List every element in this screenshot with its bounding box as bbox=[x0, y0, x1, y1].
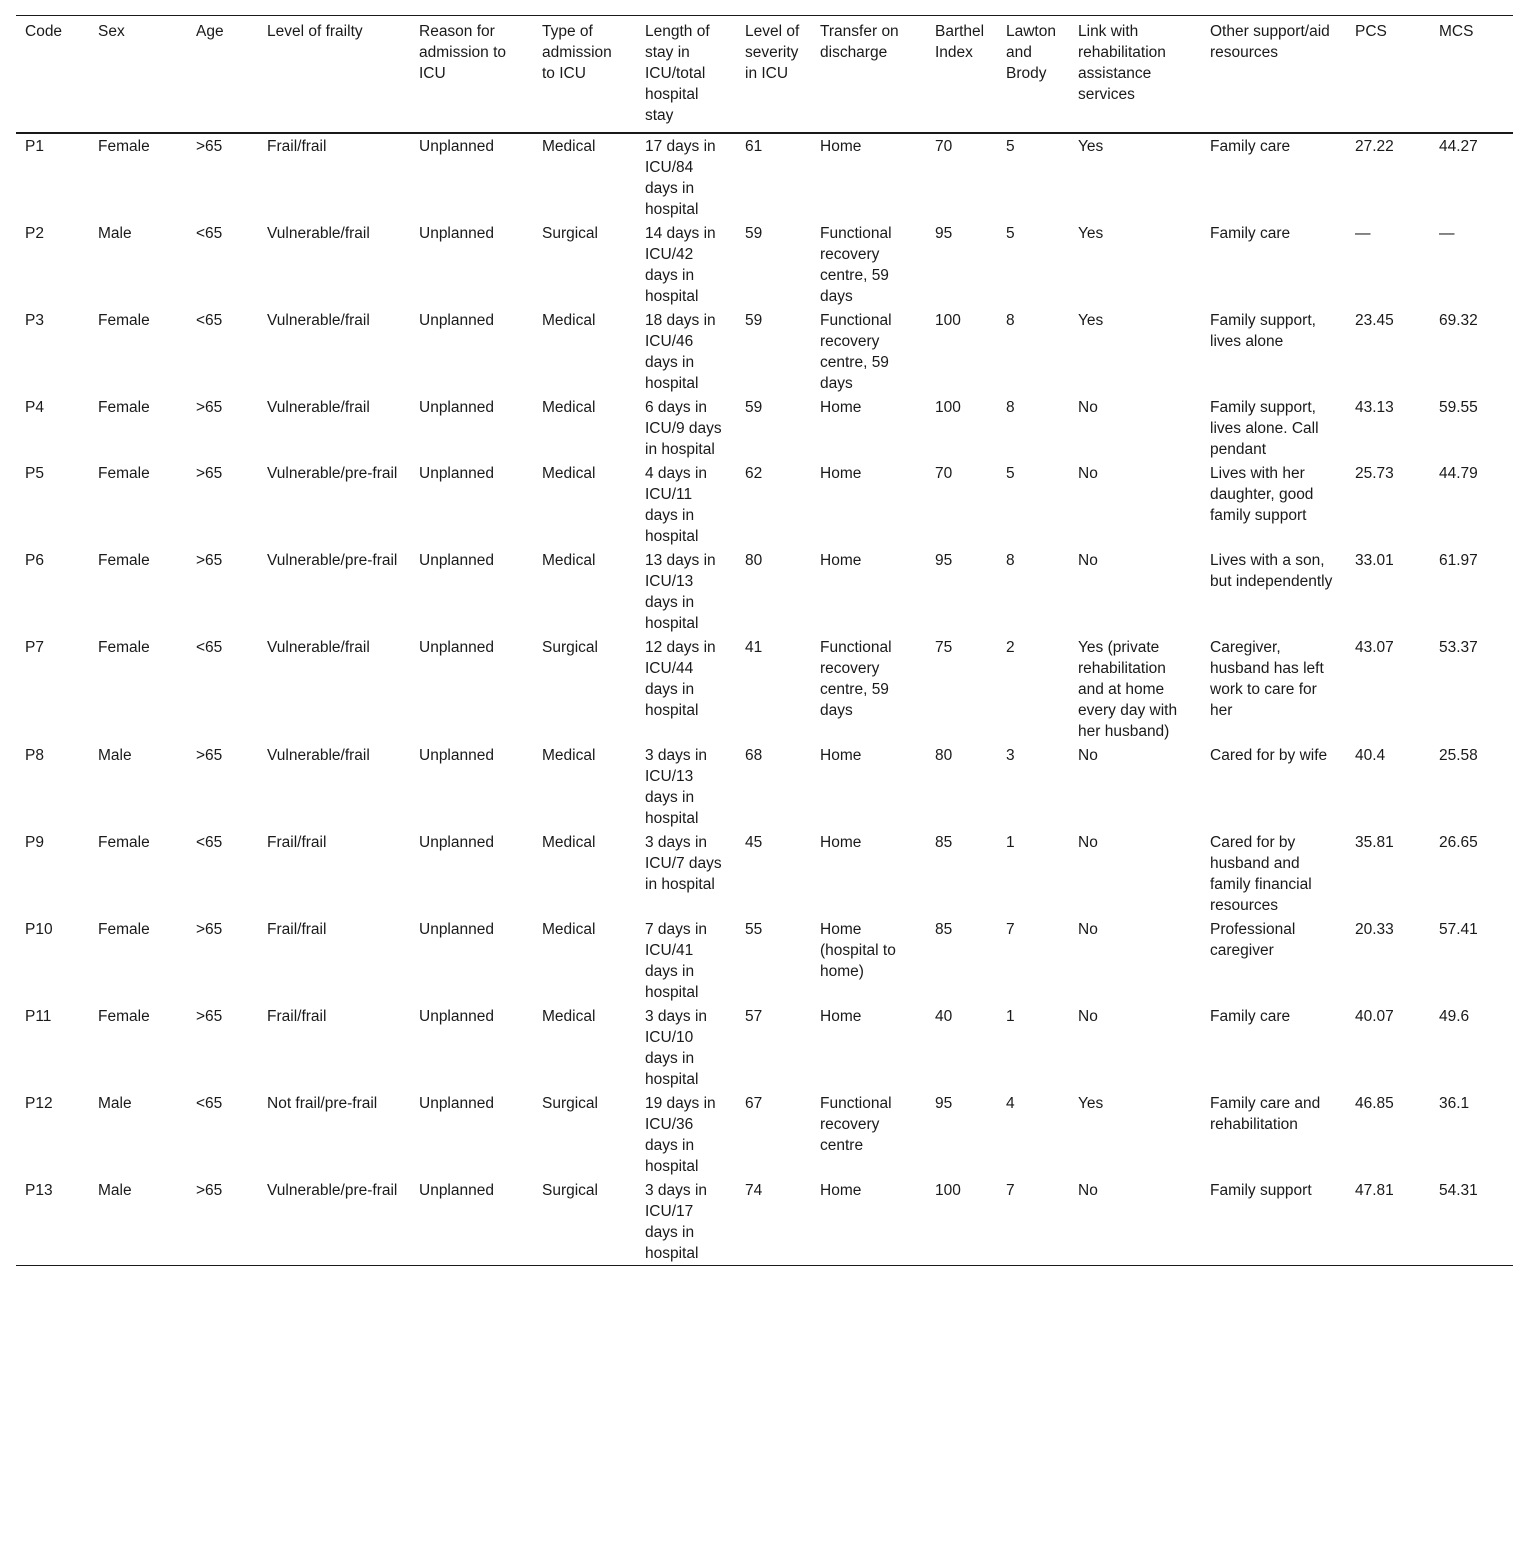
cell-pcs: 23.45 bbox=[1355, 312, 1394, 329]
cell-other-support: Family care bbox=[1210, 138, 1291, 155]
cell-pcs: 47.81 bbox=[1355, 1182, 1394, 1199]
cell-mcs: — bbox=[1439, 225, 1455, 242]
cell-length-of-stay: 3 days in ICU/17 days in hospital bbox=[645, 1182, 708, 1262]
cell-rehab-link: No bbox=[1078, 747, 1098, 764]
cell-lawton-brody: 7 bbox=[1006, 1182, 1015, 1199]
cell-severity: 57 bbox=[745, 1008, 763, 1025]
cell-mcs: 53.37 bbox=[1439, 639, 1478, 656]
cell-barthel: 75 bbox=[935, 639, 953, 656]
cell-length-of-stay: 7 days in ICU/41 days in hospital bbox=[645, 921, 708, 1001]
cell-mcs: 59.55 bbox=[1439, 399, 1478, 416]
cell-reason: Unplanned bbox=[419, 399, 494, 416]
table-row bbox=[16, 743, 1513, 830]
cell-reason: Unplanned bbox=[419, 138, 494, 155]
cell-code: P5 bbox=[25, 465, 44, 482]
cell-length-of-stay: 4 days in ICU/11 days in hospital bbox=[645, 465, 708, 545]
cell-type: Surgical bbox=[542, 639, 598, 656]
cell-mcs: 25.58 bbox=[1439, 747, 1478, 764]
cell-lawton-brody: 1 bbox=[1006, 834, 1015, 851]
cell-sex: Female bbox=[98, 921, 150, 938]
cell-frailty: Vulnerable/frail bbox=[267, 747, 370, 764]
cell-length-of-stay: 3 days in ICU/13 days in hospital bbox=[645, 747, 708, 827]
cell-reason: Unplanned bbox=[419, 1182, 494, 1199]
cell-age: >65 bbox=[196, 399, 223, 416]
cell-other-support: Professional caregiver bbox=[1210, 921, 1296, 959]
cell-length-of-stay: 18 days in ICU/46 days in hospital bbox=[645, 312, 716, 392]
cell-other-support: Cared for by husband and family financial resources bbox=[1210, 834, 1312, 914]
cell-reason: Unplanned bbox=[419, 1008, 494, 1025]
header-level-of-frailty: Level of frailty bbox=[267, 23, 363, 40]
table-row bbox=[16, 308, 1513, 395]
table-wrapper bbox=[16, 15, 1513, 1266]
cell-other-support: Cared for by wife bbox=[1210, 747, 1328, 764]
cell-sex: Female bbox=[98, 138, 150, 155]
cell-mcs: 49.6 bbox=[1439, 1008, 1470, 1025]
cell-age: >65 bbox=[196, 747, 223, 764]
cell-age: <65 bbox=[196, 639, 223, 656]
cell-length-of-stay: 13 days in ICU/13 days in hospital bbox=[645, 552, 716, 632]
table-row bbox=[16, 133, 1513, 221]
header-lawton-and-brody: Lawton and Brody bbox=[1006, 23, 1056, 82]
cell-lawton-brody: 5 bbox=[1006, 225, 1015, 242]
cell-other-support: Family care bbox=[1210, 1008, 1291, 1025]
cell-mcs: 61.97 bbox=[1439, 552, 1478, 569]
table-row bbox=[16, 221, 1513, 308]
cell-mcs: 44.79 bbox=[1439, 465, 1478, 482]
cell-frailty: Frail/frail bbox=[267, 834, 327, 851]
cell-length-of-stay: 19 days in ICU/36 days in hospital bbox=[645, 1095, 716, 1175]
cell-severity: 74 bbox=[745, 1182, 763, 1199]
cell-other-support: Family care and rehabilitation bbox=[1210, 1095, 1321, 1133]
cell-transfer: Home bbox=[820, 552, 862, 569]
cell-pcs: 43.13 bbox=[1355, 399, 1394, 416]
cell-rehab-link: Yes bbox=[1078, 225, 1104, 242]
cell-age: >65 bbox=[196, 1008, 223, 1025]
cell-age: <65 bbox=[196, 225, 223, 242]
cell-severity: 62 bbox=[745, 465, 763, 482]
cell-lawton-brody: 5 bbox=[1006, 138, 1015, 155]
cell-rehab-link: Yes bbox=[1078, 1095, 1104, 1112]
cell-other-support: Lives with a son, but independently bbox=[1210, 552, 1333, 590]
cell-transfer: Home bbox=[820, 747, 862, 764]
cell-transfer: Functional recovery centre bbox=[820, 1095, 892, 1154]
cell-reason: Unplanned bbox=[419, 921, 494, 938]
cell-transfer: Home bbox=[820, 1182, 862, 1199]
cell-other-support: Lives with her daughter, good family support bbox=[1210, 465, 1314, 524]
cell-severity: 59 bbox=[745, 312, 763, 329]
header-reason-for-admission: Reason for admission to ICU bbox=[419, 23, 507, 82]
header-pcs: PCS bbox=[1355, 23, 1387, 40]
table-row bbox=[16, 1178, 1513, 1266]
cell-age: >65 bbox=[196, 552, 223, 569]
cell-type: Medical bbox=[542, 552, 596, 569]
cell-lawton-brody: 8 bbox=[1006, 399, 1015, 416]
cell-pcs: 43.07 bbox=[1355, 639, 1394, 656]
cell-code: P7 bbox=[25, 639, 44, 656]
cell-lawton-brody: 8 bbox=[1006, 312, 1015, 329]
cell-code: P13 bbox=[25, 1182, 53, 1199]
cell-sex: Female bbox=[98, 834, 150, 851]
table-row bbox=[16, 548, 1513, 635]
cell-mcs: 57.41 bbox=[1439, 921, 1478, 938]
cell-severity: 61 bbox=[745, 138, 763, 155]
cell-severity: 59 bbox=[745, 399, 763, 416]
cell-code: P6 bbox=[25, 552, 44, 569]
cell-rehab-link: No bbox=[1078, 465, 1098, 482]
header-link-with-rehabilitation: Link with rehabilitation assistance services bbox=[1078, 23, 1166, 103]
cell-type: Medical bbox=[542, 921, 596, 938]
cell-barthel: 70 bbox=[935, 138, 953, 155]
cell-frailty: Vulnerable/pre-frail bbox=[267, 465, 398, 482]
cell-type: Surgical bbox=[542, 225, 598, 242]
cell-pcs: 40.4 bbox=[1355, 747, 1386, 764]
cell-reason: Unplanned bbox=[419, 1095, 494, 1112]
cell-code: P8 bbox=[25, 747, 44, 764]
header-level-of-severity: Level of severity in ICU bbox=[745, 23, 800, 82]
cell-frailty: Frail/frail bbox=[267, 921, 327, 938]
cell-other-support: Family support, lives alone. Call pendant bbox=[1210, 399, 1319, 458]
header-sex: Sex bbox=[98, 23, 125, 40]
cell-frailty: Not frail/pre-frail bbox=[267, 1095, 378, 1112]
cell-frailty: Vulnerable/frail bbox=[267, 225, 370, 242]
cell-length-of-stay: 3 days in ICU/7 days in hospital bbox=[645, 834, 722, 893]
cell-pcs: 40.07 bbox=[1355, 1008, 1394, 1025]
header-mcs: MCS bbox=[1439, 23, 1474, 40]
cell-reason: Unplanned bbox=[419, 552, 494, 569]
cell-pcs: 46.85 bbox=[1355, 1095, 1394, 1112]
cell-barthel: 100 bbox=[935, 312, 961, 329]
cell-type: Medical bbox=[542, 465, 596, 482]
header-transfer-on-discharge: Transfer on discharge bbox=[820, 23, 899, 61]
cell-mcs: 44.27 bbox=[1439, 138, 1478, 155]
cell-length-of-stay: 6 days in ICU/9 days in hospital bbox=[645, 399, 722, 458]
cell-pcs: 20.33 bbox=[1355, 921, 1394, 938]
cell-age: >65 bbox=[196, 921, 223, 938]
cell-type: Surgical bbox=[542, 1182, 598, 1199]
cell-age: >65 bbox=[196, 138, 223, 155]
table-row bbox=[16, 917, 1513, 1004]
cell-transfer: Home bbox=[820, 465, 862, 482]
cell-reason: Unplanned bbox=[419, 747, 494, 764]
cell-lawton-brody: 2 bbox=[1006, 639, 1015, 656]
cell-sex: Female bbox=[98, 465, 150, 482]
cell-transfer: Home (hospital to home) bbox=[820, 921, 896, 980]
cell-frailty: Vulnerable/pre-frail bbox=[267, 1182, 398, 1199]
cell-age: >65 bbox=[196, 465, 223, 482]
cell-rehab-link: No bbox=[1078, 1182, 1098, 1199]
cell-frailty: Frail/frail bbox=[267, 1008, 327, 1025]
cell-barthel: 40 bbox=[935, 1008, 953, 1025]
cell-lawton-brody: 8 bbox=[1006, 552, 1015, 569]
cell-code: P11 bbox=[25, 1008, 52, 1025]
cell-barthel: 80 bbox=[935, 747, 953, 764]
cell-transfer: Home bbox=[820, 138, 862, 155]
cell-sex: Male bbox=[98, 1182, 132, 1199]
cell-mcs: 69.32 bbox=[1439, 312, 1478, 329]
cell-barthel: 95 bbox=[935, 1095, 953, 1112]
cell-age: <65 bbox=[196, 834, 223, 851]
header-length-of-stay: Length of stay in ICU/total hospital stay bbox=[645, 23, 710, 124]
cell-frailty: Vulnerable/frail bbox=[267, 639, 370, 656]
cell-rehab-link: No bbox=[1078, 834, 1098, 851]
cell-code: P2 bbox=[25, 225, 44, 242]
cell-other-support: Family care bbox=[1210, 225, 1291, 242]
cell-type: Medical bbox=[542, 399, 596, 416]
cell-frailty: Vulnerable/frail bbox=[267, 399, 370, 416]
cell-pcs: — bbox=[1355, 225, 1371, 242]
cell-severity: 55 bbox=[745, 921, 763, 938]
cell-sex: Male bbox=[98, 225, 132, 242]
cell-transfer: Functional recovery centre, 59 days bbox=[820, 639, 892, 719]
cell-rehab-link: Yes bbox=[1078, 312, 1104, 329]
cell-sex: Female bbox=[98, 399, 150, 416]
cell-severity: 67 bbox=[745, 1095, 763, 1112]
cell-rehab-link: Yes (private rehabilitation and at home every day with her husband) bbox=[1078, 639, 1178, 740]
cell-code: P1 bbox=[25, 138, 44, 155]
cell-barthel: 95 bbox=[935, 552, 953, 569]
cell-type: Medical bbox=[542, 834, 596, 851]
cell-sex: Female bbox=[98, 552, 150, 569]
cell-reason: Unplanned bbox=[419, 834, 494, 851]
cell-other-support: Family support bbox=[1210, 1182, 1312, 1199]
cell-sex: Female bbox=[98, 639, 150, 656]
cell-code: P4 bbox=[25, 399, 44, 416]
cell-rehab-link: No bbox=[1078, 921, 1098, 938]
cell-lawton-brody: 5 bbox=[1006, 465, 1015, 482]
cell-length-of-stay: 14 days in ICU/42 days in hospital bbox=[645, 225, 716, 305]
cell-transfer: Functional recovery centre, 59 days bbox=[820, 225, 892, 305]
cell-length-of-stay: 3 days in ICU/10 days in hospital bbox=[645, 1008, 708, 1088]
cell-transfer: Home bbox=[820, 834, 862, 851]
cell-code: P3 bbox=[25, 312, 44, 329]
cell-severity: 41 bbox=[745, 639, 763, 656]
header-age: Age bbox=[196, 23, 224, 40]
table-row bbox=[16, 635, 1513, 743]
cell-sex: Male bbox=[98, 747, 132, 764]
cell-rehab-link: No bbox=[1078, 1008, 1098, 1025]
cell-frailty: Vulnerable/pre-frail bbox=[267, 552, 398, 569]
cell-sex: Female bbox=[98, 1008, 150, 1025]
cell-pcs: 25.73 bbox=[1355, 465, 1394, 482]
cell-other-support: Caregiver, husband has left work to care for her bbox=[1210, 639, 1324, 719]
cell-barthel: 70 bbox=[935, 465, 953, 482]
cell-severity: 80 bbox=[745, 552, 763, 569]
cell-severity: 45 bbox=[745, 834, 763, 851]
cell-barthel: 85 bbox=[935, 834, 953, 851]
cell-length-of-stay: 17 days in ICU/84 days in hospital bbox=[645, 138, 716, 218]
cell-transfer: Functional recovery centre, 59 days bbox=[820, 312, 892, 392]
cell-mcs: 36.1 bbox=[1439, 1095, 1470, 1112]
cell-lawton-brody: 4 bbox=[1006, 1095, 1015, 1112]
cell-reason: Unplanned bbox=[419, 225, 494, 242]
header-type-of-admission: Type of admission to ICU bbox=[542, 23, 612, 82]
cell-barthel: 95 bbox=[935, 225, 953, 242]
table-row bbox=[16, 1004, 1513, 1091]
table-row bbox=[16, 1091, 1513, 1178]
cell-reason: Unplanned bbox=[419, 312, 494, 329]
table-row bbox=[16, 461, 1513, 548]
cell-rehab-link: No bbox=[1078, 399, 1098, 416]
patient-characteristics-table bbox=[16, 15, 1513, 1266]
cell-frailty: Frail/frail bbox=[267, 138, 327, 155]
cell-age: <65 bbox=[196, 312, 223, 329]
cell-rehab-link: Yes bbox=[1078, 138, 1104, 155]
cell-type: Medical bbox=[542, 747, 596, 764]
cell-transfer: Home bbox=[820, 1008, 862, 1025]
header-other-support: Other support/aid resources bbox=[1210, 23, 1330, 61]
cell-age: <65 bbox=[196, 1095, 223, 1112]
cell-code: P12 bbox=[25, 1095, 53, 1112]
cell-frailty: Vulnerable/frail bbox=[267, 312, 370, 329]
cell-transfer: Home bbox=[820, 399, 862, 416]
cell-lawton-brody: 1 bbox=[1006, 1008, 1015, 1025]
cell-code: P9 bbox=[25, 834, 44, 851]
cell-lawton-brody: 3 bbox=[1006, 747, 1015, 764]
cell-barthel: 85 bbox=[935, 921, 953, 938]
cell-lawton-brody: 7 bbox=[1006, 921, 1015, 938]
table-row bbox=[16, 830, 1513, 917]
cell-severity: 68 bbox=[745, 747, 763, 764]
cell-type: Medical bbox=[542, 1008, 596, 1025]
cell-barthel: 100 bbox=[935, 399, 961, 416]
header-code: Code bbox=[25, 23, 63, 40]
cell-pcs: 27.22 bbox=[1355, 138, 1394, 155]
cell-rehab-link: No bbox=[1078, 552, 1098, 569]
cell-mcs: 54.31 bbox=[1439, 1182, 1478, 1199]
cell-mcs: 26.65 bbox=[1439, 834, 1478, 851]
cell-pcs: 33.01 bbox=[1355, 552, 1394, 569]
cell-age: >65 bbox=[196, 1182, 223, 1199]
cell-sex: Female bbox=[98, 312, 150, 329]
cell-pcs: 35.81 bbox=[1355, 834, 1394, 851]
cell-reason: Unplanned bbox=[419, 639, 494, 656]
cell-severity: 59 bbox=[745, 225, 763, 242]
table-header-row bbox=[16, 16, 1513, 134]
table-row bbox=[16, 395, 1513, 461]
cell-reason: Unplanned bbox=[419, 465, 494, 482]
cell-barthel: 100 bbox=[935, 1182, 961, 1199]
header-barthel-index: Barthel Index bbox=[935, 23, 985, 61]
cell-length-of-stay: 12 days in ICU/44 days in hospital bbox=[645, 639, 716, 719]
cell-type: Surgical bbox=[542, 1095, 598, 1112]
cell-code: P10 bbox=[25, 921, 53, 938]
cell-type: Medical bbox=[542, 312, 596, 329]
cell-type: Medical bbox=[542, 138, 596, 155]
cell-sex: Male bbox=[98, 1095, 132, 1112]
cell-other-support: Family support, lives alone bbox=[1210, 312, 1316, 350]
